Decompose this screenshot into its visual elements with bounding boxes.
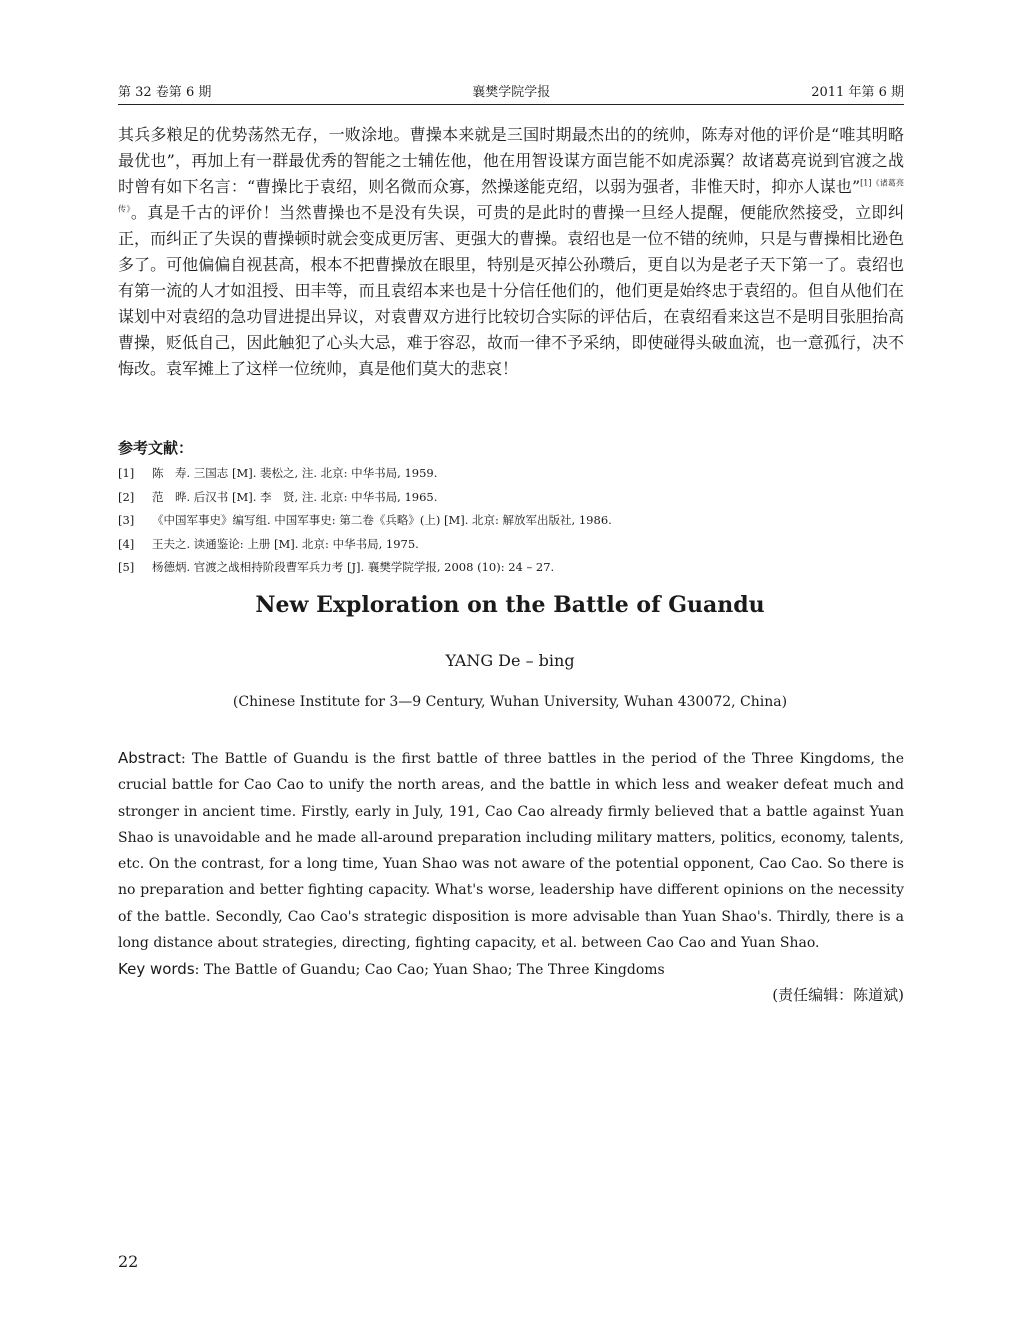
body-text-part1: 其兵多粮足的优势荡然无存，一败涂地。曹操本来就是三国时期最杰出的的统帅，陈寿对他的评价是“唯其明略最优也”，再加上有一群最优秀的智能之士辅佐他，他在用智设谋方面岂能不如虎添翼？故诸葛亮说到官渡之战时曾有如下名言：“曹操比于袁绍，则名微而众寡，然操遂能克绍，以弱为强者，非惟天时，抑亦人谋也” (118, 125, 904, 196)
english-keywords (118, 956, 904, 983)
reference-item (118, 462, 904, 486)
reference-item (118, 509, 904, 533)
running-head (118, 78, 904, 102)
english-title: New Exploration on the Battle of Guandu (255, 592, 765, 618)
keywords-text: : The Battle of Guandu; Cao Cao; Yuan Shao; The Three Kingdoms (194, 962, 665, 978)
header-volume: 第 32 卷第 6 期 (118, 84, 212, 100)
abstract-label: Abstract (118, 749, 181, 767)
english-author: YANG De – bing (445, 651, 575, 670)
references-list (118, 462, 904, 580)
body-text-part2: 。真是千古的评价！当然曹操也不是没有失误，可贵的是此时的曹操一旦经人提醒，便能欣然接受，立即纠正，而纠正了失误的曹操顿时就会变成更厉害、更强大的曹操。袁绍也是一位不错的统帅，只是与曹操相比逊色多了。可他偏偏自视甚高，根本不把曹操放在眼里，特别是灭掉公孙瓒后，更自以为是老子天下第一了。袁绍也有第一流的人才如沮授、田丰等，而且袁绍本来也是十分信任他们的，他们更是始终忠于袁绍的。但自从他们在谋划中对袁绍的急功冒进提出异议，对袁曹双方进行比较切合实际的评估后，在袁绍看来这岂不是明目张胆抬高曹操，贬低自己，因此触犯了心头大忌，难于容忍，故而一律不予采纳，即使碰得头破血流，也一意孤行，决不悔改。袁军摊上了这样一位统帅，真是他们莫大的悲哀！ (118, 203, 904, 378)
reference-text: 陈 寿. 三国志 [M]. 裴松之, 注. 北京: 中华书局, 1959. (152, 466, 438, 480)
page-number: 22 (118, 1252, 139, 1271)
reference-number: [1] (118, 466, 135, 480)
keywords-label: Key words (118, 960, 195, 978)
reference-text: 范 晔. 后汉书 [M]. 李 贤, 注. 北京: 中华书局, 1965. (152, 489, 438, 504)
header-rule (118, 104, 904, 105)
reference-text: 杨德炳. 官渡之战相持阶段曹军兵力考 [J]. 襄樊学院学报, 2008 (10): 24 – 27. (152, 560, 555, 574)
body-paragraph (118, 122, 904, 382)
english-affiliation: (Chinese Institute for 3—9 Century, Wuhan University, Wuhan 430072, China) (232, 694, 788, 710)
reference-item (118, 486, 904, 510)
header-date: 2011 年第 6 期 (811, 84, 904, 100)
header-journal: 襄樊学院学报 (472, 84, 551, 100)
citation-superscript: [1]《诸葛亮传》 (118, 178, 904, 214)
reference-number: [5] (118, 560, 135, 574)
reference-text: 王夫之. 读通鉴论: 上册 [M]. 北京: 中华书局, 1975. (152, 536, 419, 551)
references-heading: 参考文献： (118, 439, 194, 457)
reference-text: 《中国军事史》编写组. 中国军事史: 第二卷《兵略》(上) [M]. 北京: 解放军出版社, 1986. (152, 513, 612, 527)
reference-number: [3] (118, 513, 135, 527)
abstract-text: : The Battle of Guandu is the first battle of three battles in the period of the Three Kingdoms, the crucial battle for Cao Cao to unify the north areas, and the battle in which less and weaker defeat much and stronger in ancient time. Firstly, early in July, 191, Cao Cao already firmly believed that a battle against Yuan Shao is unavoidable and he made all-around preparation including military matters, politics, economy, talents, etc. On the contrast, for a long time, Yuan Shao was not aware of the potential opponent, Cao Cao. So there is no preparation and better fighting capacity. What's worse, leadership have different opinions on the necessity of the battle. Secondly, Cao Cao's strategic disposition is more advisable than Yuan Shao's. Thirdly, there is a long distance about strategies, directing, fighting capacity, et al. between Cao Cao and Yuan Shao. (118, 751, 904, 952)
reference-item (118, 533, 904, 557)
reference-item (118, 556, 904, 580)
english-abstract (118, 745, 904, 956)
reference-number: [4] (118, 536, 135, 551)
reference-number: [2] (118, 489, 135, 504)
responsible-editor: (责任编辑：陈道斌) (772, 986, 904, 1004)
